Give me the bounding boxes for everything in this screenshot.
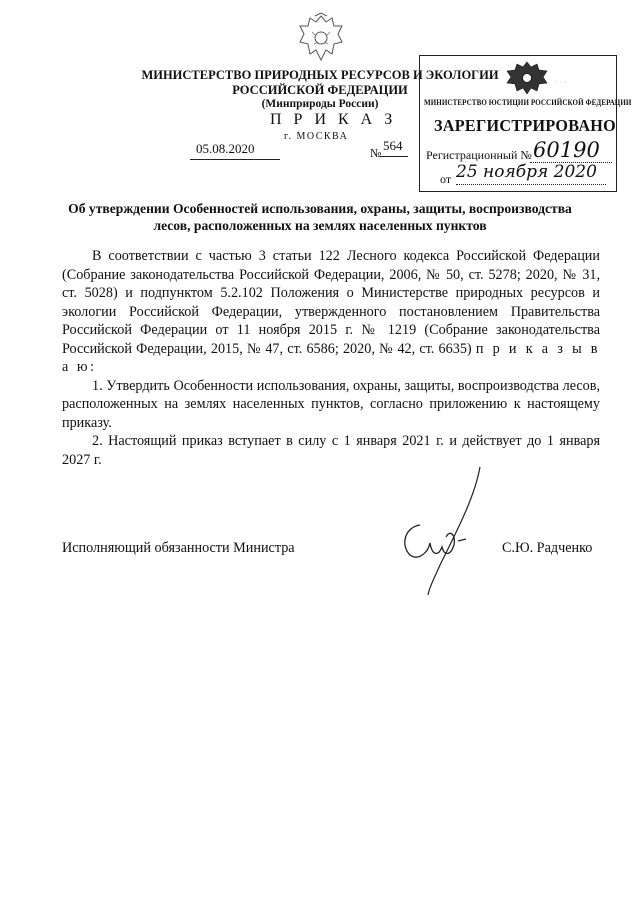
intro-paragraph <box>62 247 600 377</box>
order-word: п р и к а з ы в а ю: <box>62 340 600 375</box>
document-number: 564 <box>383 138 403 153</box>
order-item-1: 1. Утвердить Особенности использования, охраны, защиты, воспроизводства лесов, расположенных на землях населенных пунктов, согласно приложению к настоящему приказу. <box>62 377 600 431</box>
document-city: г. МОСКВА <box>284 131 349 142</box>
number-sign: № <box>370 146 382 160</box>
stamp-reg-date: 25 ноября 2020 <box>456 162 597 182</box>
date-underline <box>190 159 280 160</box>
stamp-from-label: от <box>440 172 452 186</box>
ministry-name-line1: МИНИСТЕРСТВО ПРИРОДНЫХ РЕСУРСОВ И ЭКОЛОГИИ <box>141 68 499 82</box>
stamp-faint-mark: · · · <box>555 78 567 87</box>
stamp-registered-label: ЗАРЕГИСТРИРОВАНО <box>434 116 616 135</box>
stamp-ministry-name: МИНИСТЕРСТВО ЮСТИЦИИ РОССИЙСКОЙ ФЕДЕРАЦИИ <box>424 98 632 107</box>
document-body <box>62 247 600 469</box>
ministry-name-line2: РОССИЙСКОЙ ФЕДЕРАЦИИ <box>232 82 408 97</box>
stamp-emblem-icon <box>504 60 550 96</box>
handwritten-signature <box>380 465 500 605</box>
number-underline <box>380 156 408 157</box>
stamp-date-dotted-line <box>456 184 606 185</box>
document-type: П Р И К А З <box>270 111 397 128</box>
stamp-reg-number-label: Регистрационный № <box>426 148 532 162</box>
coat-of-arms-emblem-icon <box>298 12 344 64</box>
signatory-position: Исполняющий обязанности Министра <box>62 540 295 556</box>
document-title: Об утверждении Особенностей использования, охраны, защиты, воспроизводства лесов, расположенных на землях населенных пунктов <box>68 201 572 233</box>
signatory-name: С.Ю. Радченко <box>502 540 593 556</box>
document-date: 05.08.2020 <box>196 141 255 156</box>
intro-text: В соответствии с частью 3 статьи 122 Лесного кодекса Российской Федерации (Собрание законодательства Российской Федерации, 2006, № 50, ст. 5278; 2020, № 31, ст. 5028) и подпунктом 5.2.102 Положения о Министерстве природных ресурсов и экологии Российской Федерации, утвержденного постановлением Правительства Российской Федерации от 11 ноября 2015 г. № 1219 (Собрание законодательства Российской Федерации, 2015, № 47, ст. 6586; 2020, № 42, ст. 6635) <box>62 248 600 357</box>
order-item-2: 2. Настоящий приказ вступает в силу с 1 января 2021 г. и действует до 1 января 2027 г. <box>62 433 600 468</box>
stamp-reg-number: 60190 <box>533 138 600 162</box>
ministry-short-name: (Минприроды России) <box>261 98 379 110</box>
